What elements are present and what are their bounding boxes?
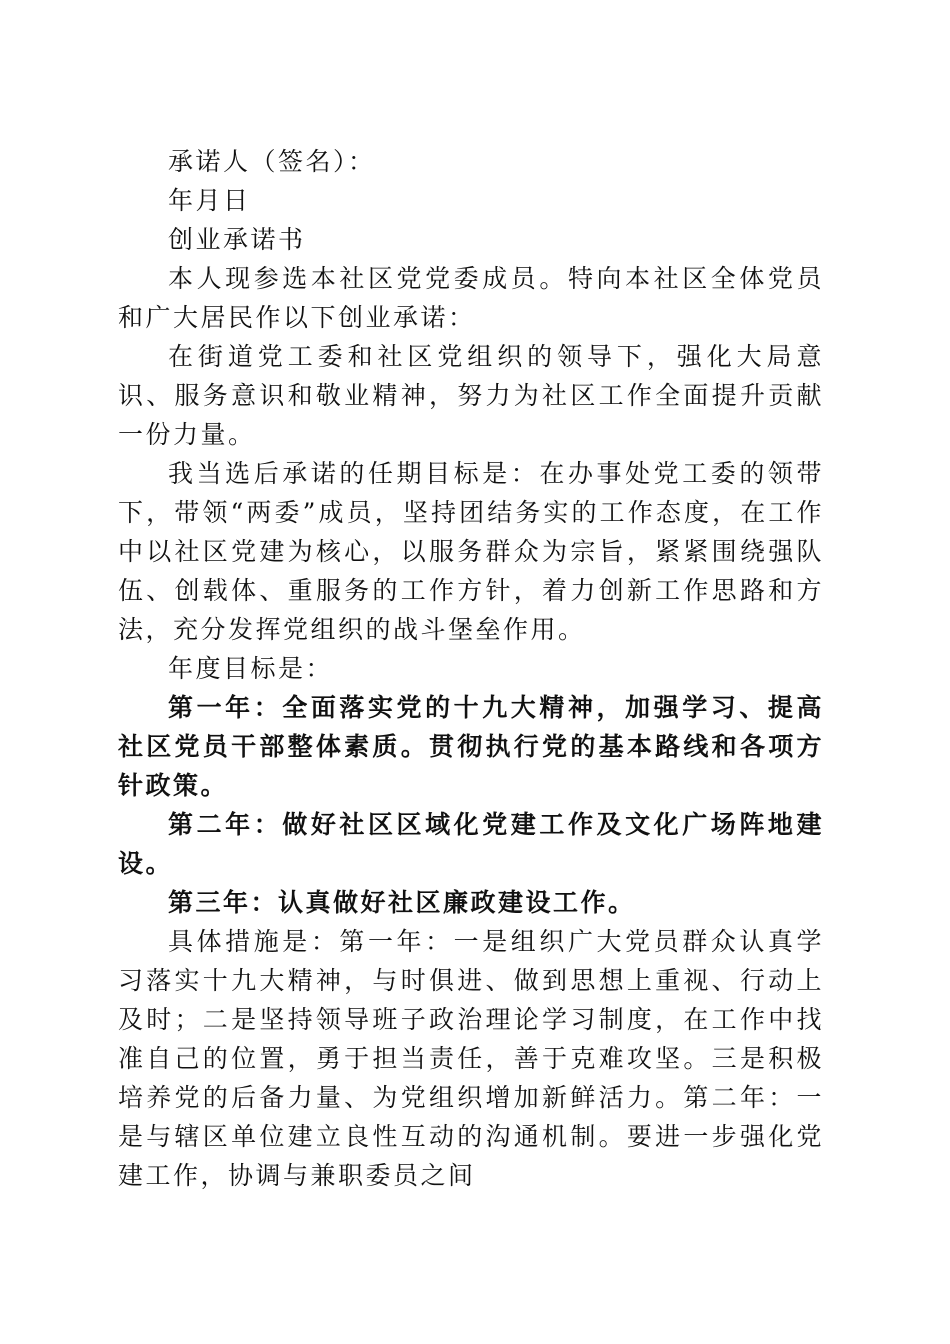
year-two-goal: 第二年：做好社区区域化党建工作及文化广场阵地建设。	[118, 810, 824, 878]
signature-line: 承诺人（签名）：	[168, 147, 376, 176]
date-line: 年月日	[168, 186, 251, 215]
annual-goals-heading: 年度目标是：	[168, 654, 334, 683]
year-three-goal: 第三年：认真做好社区廉政建设工作。	[168, 888, 636, 917]
year-one-goal: 第一年：全面落实党的十九大精神，加强学习、提高社区党员干部整体素质。贯彻执行党的基本路线和各项方针政策。	[118, 693, 824, 800]
document-body	[118, 142, 824, 1195]
term-goal-paragraph: 我当选后承诺的任期目标是：在办事处党工委的领带下，带领“两委”成员，坚持团结务实的工作态度，在工作中以社区党建为核心，以服务群众为宗旨，紧紧围绕强队伍、创载体、重服务的工作方针，着力创新工作思路和方法，充分发挥党组织的战斗堡垒作用。	[118, 459, 824, 644]
measures-paragraph: 具体措施是：第一年：一是组织广大党员群众认真学习落实十九大精神，与时俱进、做到思想上重视、行动上及时；二是坚持领导班子政治理论学习制度，在工作中找准自己的位置，勇于担当责任，善于克难攻坚。三是积极培养党的后备力量、为党组织增加新鲜活力。第二年：一是与辖区单位建立良性互动的沟通机制。要进一步强化党建工作，协调与兼职委员之间	[118, 927, 824, 1190]
intro-paragraph: 本人现参选本社区党党委成员。特向本社区全体党员和广大居民作以下创业承诺：	[118, 264, 824, 332]
commitment-paragraph: 在街道党工委和社区党组织的领导下，强化大局意识、服务意识和敬业精神，努力为社区工作全面提升贡献一份力量。	[118, 342, 824, 449]
document-title: 创业承诺书	[168, 225, 306, 254]
